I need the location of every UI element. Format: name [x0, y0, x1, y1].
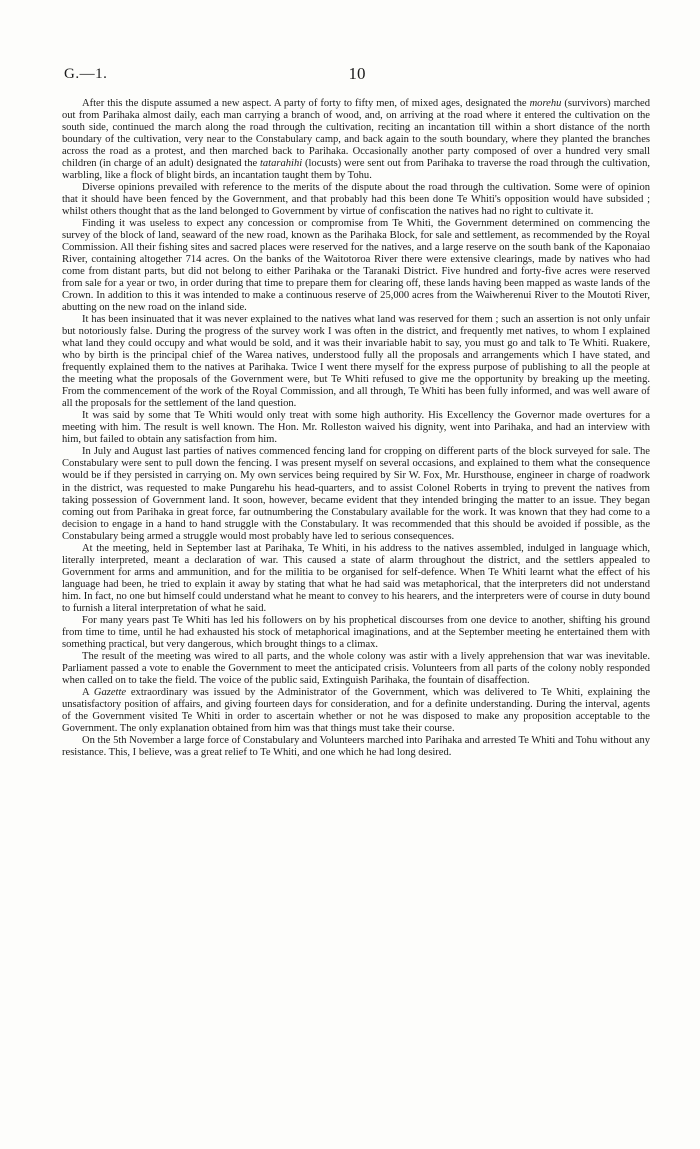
- italic-term-gazette: Gazette: [93, 686, 127, 698]
- paragraph-9: The result of the meeting was wired to all parts, and the whole colony was astir with a lively apprehension that war was inevitable. Parliament passed a vote to enable the Government to meet the anticipated crisis. Volunteers from all parts of the colony nobly responded when called on to take the field. The voice of the public said, Extinguish Parihaka, the fountain of disaffection.: [62, 650, 650, 686]
- document-reference: G.—1.: [64, 66, 108, 82]
- paragraph-8: For many years past Te Whiti has led his followers on by his prophetical discourses from one device to another, shifting his ground from time to time, until he had exhausted his stock of metaphorical imaginations, and at the September meeting he entertained them with something practical, but very dangerous, which brought things to a climax.: [62, 614, 650, 650]
- italic-term-morehu: morehu: [529, 98, 562, 109]
- page-header: [64, 66, 650, 86]
- body-text: [62, 98, 650, 759]
- paragraph-2: Diverse opinions prevailed with reference to the merits of the dispute about the road through the cultivation. Some were of opinion that it should have been fenced by the Government, and that probably had this been done Te Whiti's opposition would have subsided ; whilst others thought that as the land belonged to Government by virtue of confiscation the natives had no right to cultivate it.: [62, 182, 650, 218]
- paragraph-10: A Gazette extraordinary was issued by the Administrator of the Government, which was delivered to Te Whiti, explaining the unsatisfactory position of affairs, and giving fourteen days for consideration, and for a definite understanding. During the interval, agents of the Government visited Te Whiti in order to ascertain whether or not he was disposed to make any proposition acceptable to the Government. The only explanation obtained from him was that things must take their course.: [62, 686, 650, 734]
- paragraph-3: Finding it was useless to expect any concession or compromise from Te Whiti, the Government determined on commencing the survey of the block of land, seaward of the new road, known as the Parihaka Block, for sale and settlement, as recommended by the Royal Commission. All their fishing sites and sacred places were reserved for the natives, and a large reserve on the south bank of the Kaponaiao River, containing altogether 714 acres. On the banks of the Waitotoroa River there were extensive clearings, made by natives who had come from distant parts, but did not belong to either Parihaka or the Taranaki District. Five hundred and forty-five acres were reserved from sale for a year or two, in order during that time to prepare them for clearing off, these lands having been mapped as waste lands of the Crown. In addition to this it was intended to make a continuous reserve of 25,000 acres from the Waiwherenui River to the Moutoti River, abutting on the new road on the inland side.: [62, 218, 650, 314]
- page-number: 10: [348, 64, 366, 83]
- paragraph-4: It has been insinuated that it was never explained to the natives what land was reserved for them ; such an assertion is not only unfair but notoriously false. During the progress of the survey work I was often in the district, and frequently met natives, to whom I explained what land they could occupy and what would be sold, and it was their invariable habit to say, you must go and talk to Te Whiti. Ruakere, who by birth is the principal chief of the Warea natives, understood fully all the proposals and arrangements which I have stated, and frequently explained them to the natives at Parihaka. Twice I went there myself for the express purpose of publishing to all the people at the meeting what the proposals of the Government were, but Te Whiti refused to give me the opportunity by breaking up the meeting. From the commencement of the work of the Royal Commission, and all through, Te Whiti has been fully informed, and was well aware of all the proposals for the settlement of the land question.: [62, 314, 650, 410]
- paragraph-7: At the meeting, held in September last at Parihaka, Te Whiti, in his address to the natives assembled, indulged in language which, literally interpreted, meant a declaration of war. This caused a state of alarm throughout the district, and the settlers appealed to Government for arms and ammunition, and for the militia to be organised for self-defence. When Te Whiti learnt what the effect of his language had been, he tried to explain it away by stating that what he had said was metaphorical, that the interpreters did not understand him. In fact, no one but himself could understand what he meant to convey to his hearers, and the interpreters were of course in duty bound to furnish a literal interpretation of what he said.: [62, 542, 650, 614]
- italic-term-tatarahihi: tatarahihi: [259, 158, 303, 170]
- paragraph-11: On the 5th November a large force of Constabulary and Volunteers marched into Parihaka and arrested Te Whiti and Tohu without any resistance. This, I believe, was a great relief to Te Whiti, and one which he had long desired.: [62, 734, 650, 758]
- paragraph-1: After this the dispute assumed a new aspect. A party of forty to fifty men, of mixed ages, designated the morehu (survivors) marched out from Parihaka almost daily, each man carrying a branch of wood, and, on arriving at the road where it entered the cultivation on the south side, continued the march along the road through the cultivation, reciting an incantation till within a short distance of the north boundary of the cultivation, very near to the Constabulary camp, and back again to the south boundary, where they planted the branches across the road as a protest, and then marched back to Parihaka. Occasionally another party composed of over a hundred very small children (in charge of an adult) designated the tatarahihi (locusts) were sent out from Parihaka to traverse the road through the cultivation, warbling, like a flock of blight birds, an incantation taught them by Tohu.: [62, 98, 651, 182]
- paragraph-6: In July and August last parties of natives commenced fencing land for cropping on different parts of the block surveyed for sale. The Constabulary were sent to pull down the fencing. I was present myself on several occasions, and explained to them what the consequence would be if they persisted in carrying on. My own services being required by Sir W. Fox, Mr. Hursthouse, engineer in charge of roadwork in the district, was requested to make Pungarehu his head-quarters, and to assist Colonel Roberts in trying to prevent the natives from taking possession of Government land. It soon, however, became evident that they intended bringing the matter to an issue. They began coming out from Parihaka in great force, far outnumbering the Constabulary available for the work. It was known that they had come to a decision to engage in a hand to hand struggle with the Constabulary. It was recommended that this should be avoided if possible, as the Constabulary being armed a struggle would most probably have led to serious consequences.: [62, 446, 650, 542]
- paragraph-5: It was said by some that Te Whiti would only treat with some high authority. His Excellency the Governor made overtures for a meeting with him. The result is well known. The Hon. Mr. Rolleston waived his dignity, went into Parihaka, and had an interview with him, but failed to obtain any satisfaction from him.: [62, 410, 650, 446]
